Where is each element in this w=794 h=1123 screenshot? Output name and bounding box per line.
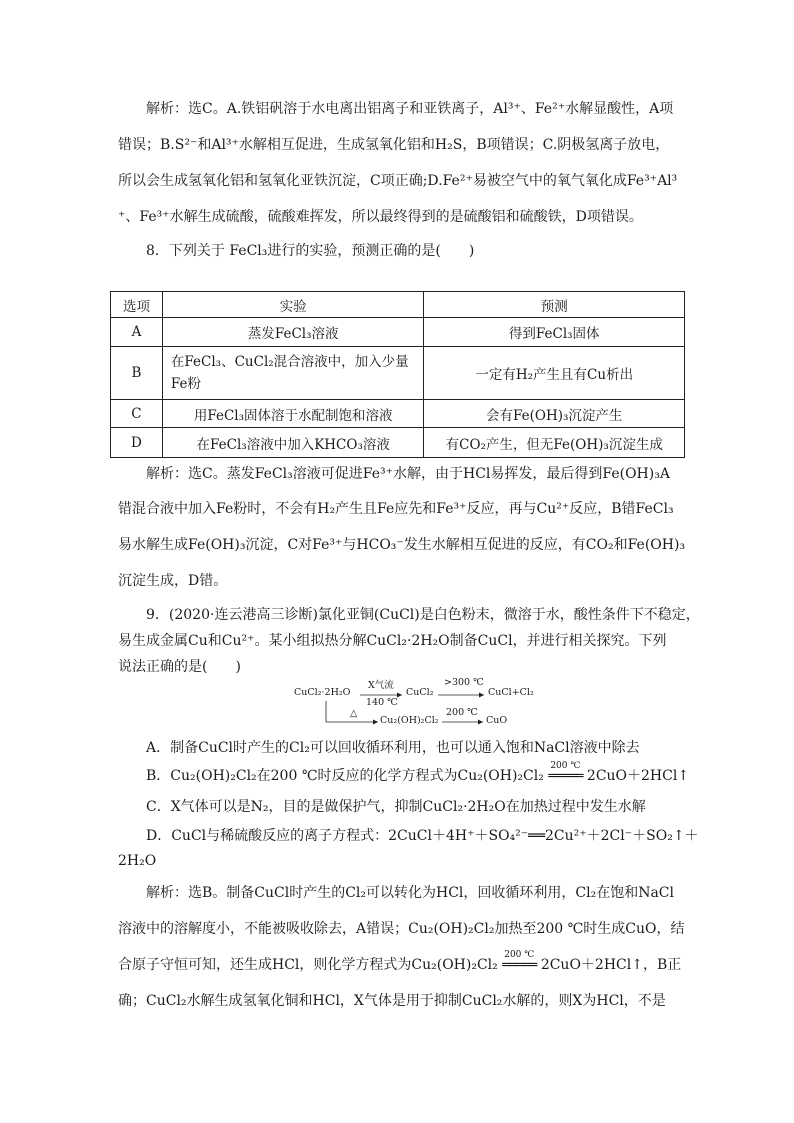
q9-analysis-line-2: 溶液中的溶解度小，不能被吸收除去，A错误；Cu₂(OH)₂Cl₂加热至200 ℃时生成CuO，结 xyxy=(118,921,685,937)
q9-option-b-prefix: B．Cu₂(OH)₂Cl₂在200 ℃时反应的化学方程式为Cu₂(OH)₂Cl₂ xyxy=(146,768,544,784)
scheme-arrow3-head xyxy=(478,720,483,725)
q7-analysis-line-4: ⁺、Fe³⁺水解生成硫酸，硫酸难挥发，所以最终得到的是硫酸铝和硫酸铁，D项错误。 xyxy=(118,209,643,225)
q8-analysis-line-4: 沉淀生成，D错。 xyxy=(118,573,228,589)
scheme-arrow2-top: >300 ℃ xyxy=(444,677,484,688)
scheme-mid: CuCl₂ xyxy=(406,687,434,698)
q7-analysis-line-3: 所以会生成氢氧化铝和氢氧化亚铁沉淀，C项正确;D.Fe²⁺易被空气中的氧气氧化成Fe³⁺Al³ xyxy=(118,173,678,189)
q9-analysis-condition-text: 200 ℃ xyxy=(504,950,535,960)
scheme-arrow3-top: 200 ℃ xyxy=(446,707,478,718)
q9-analysis-line-1: 解析：选B。制备CuCl时产生的Cl₂可以转化为HCl，回收循环利用，Cl₂在饱和NaCl xyxy=(146,885,674,901)
q9-option-b-suffix: 2CuO＋2HCl↑ xyxy=(586,768,690,784)
scheme-final: CuO xyxy=(486,715,508,726)
table-cell-prediction: 一定有H₂产生且有Cu析出 xyxy=(424,347,685,400)
scheme-branch-label: △ xyxy=(350,708,358,719)
q9-stem-line-3: 说法正确的是( ) xyxy=(118,659,241,675)
q9-stem-line-1: 9．(2020·连云港高三诊断)氯化亚铜(CuCl)是白色粉末，微溶于水，酸性条件下不稳定， xyxy=(146,607,700,623)
table-cell-prediction: 有CO₂产生，但无Fe(OH)₃沉淀生成 xyxy=(424,428,685,458)
q9-option-b-condition xyxy=(548,761,583,787)
table-cell-prediction: 得到FeCl₃固体 xyxy=(424,318,685,347)
q8-analysis-line-2: 错混合液中加入Fe粉时，不会有H₂产生且Fe应先和Fe³⁺反应，再与Cu²⁺反应，B错FeCl₃ xyxy=(118,501,674,517)
q9-analysis-line-3 xyxy=(118,950,682,976)
table-cell-experiment: 用FeCl₃固体溶于水配制饱和溶液 xyxy=(162,400,424,428)
table-row xyxy=(111,400,685,428)
table-cell-experiment: 蒸发FeCl₃溶液 xyxy=(162,318,424,347)
q9-analysis-condition xyxy=(502,950,537,976)
scheme-branch-arrow-head xyxy=(373,720,378,725)
scheme-branch-product: Cu₂(OH)₂Cl₂ xyxy=(380,715,439,726)
table-cell-option: B xyxy=(111,347,163,400)
q7-analysis-line-2: 错误；B.S²⁻和Al³⁺水解相互促进，生成氢氧化铝和H₂S，B项错误；C.阴极氢离子放电， xyxy=(118,137,670,153)
scheme-arrow1-head xyxy=(397,693,402,698)
q8-analysis-line-3: 易水解生成Fe(OH)₃沉淀，C对Fe³⁺与HCO₃⁻发生水解相互促进的反应，有CO₂和Fe(OH)₃ xyxy=(118,537,686,553)
scheme-arrows xyxy=(292,683,552,731)
q8-analysis-line-1: 解析：选C。蒸发FeCl₃溶液可促进Fe³⁺水解，由于HCl易挥发，最后得到Fe(OH)₃A xyxy=(146,466,670,482)
experiment-table xyxy=(110,291,685,458)
scheme-arrow2-head xyxy=(479,693,484,698)
q9-option-d-line-2: 2H₂O xyxy=(118,853,157,869)
table-header-row xyxy=(111,292,685,318)
q9-option-c: C．X气体可以是N₂，目的是做保护气，抑制CuCl₂·2H₂O在加热过程中发生水解 xyxy=(146,799,646,815)
q9-analysis-line-3-b: 2CuO＋2HCl↑，B正 xyxy=(540,957,682,973)
q9-option-b-condition-text: 200 ℃ xyxy=(550,761,581,771)
scheme-end: CuCl+Cl₂ xyxy=(488,687,534,698)
table-header-option: 选项 xyxy=(111,292,163,318)
table-cell-experiment: 在FeCl₃溶液中加入KHCO₃溶液 xyxy=(162,428,424,458)
table-row xyxy=(111,347,685,400)
scheme-start: CuCl₂·2H₂O xyxy=(294,687,351,698)
q9-option-d-line-1: D．CuCl与稀硫酸反应的离子方程式：2CuCl＋4H⁺＋SO₄²⁻══2Cu²⁺＋2Cl⁻＋SO₂↑＋ xyxy=(146,828,699,844)
q7-analysis-line-1: 解析：选C。A.铁铝矾溶于水电离出铝离子和亚铁离子，Al³⁺、Fe²⁺水解显酸性，A项 xyxy=(146,101,674,117)
reaction-equals-sign: ═════ xyxy=(548,769,583,784)
scheme-arrow1-top: X气流 xyxy=(368,680,394,691)
table-cell-option: D xyxy=(111,428,163,458)
table-header-prediction: 预测 xyxy=(424,292,685,318)
q9-stem-line-2: 易生成金属Cu和Cu²⁺。某小组拟热分解CuCl₂·2H₂O制备CuCl，并进行相关探究。下列 xyxy=(118,633,667,649)
q8-stem: 8．下列关于 FeCl₃进行的实验，预测正确的是( ) xyxy=(146,243,475,259)
table-cell-experiment: 在FeCl₃、CuCl₂混合溶液中，加入少量Fe粉 xyxy=(162,347,424,400)
table-row xyxy=(111,428,685,458)
q9-analysis-line-4: 确；CuCl₂水解生成氢氧化铜和HCl，X气体是用于抑制CuCl₂水解的，则X为HCl，不是 xyxy=(118,993,666,1009)
table-row xyxy=(111,318,685,347)
table-header-experiment: 实验 xyxy=(162,292,424,318)
table-cell-prediction: 会有Fe(OH)₃沉淀产生 xyxy=(424,400,685,428)
scheme-arrow1-bottom: 140 ℃ xyxy=(366,697,398,708)
reaction-equals-sign: ═════ xyxy=(502,958,537,973)
q9-analysis-line-3-a: 合原子守恒可知，还生成HCl，则化学方程式为Cu₂(OH)₂Cl₂ xyxy=(118,957,498,973)
table-cell-option: A xyxy=(111,318,163,347)
reaction-scheme xyxy=(292,677,552,731)
q9-option-a: A．制备CuCl时产生的Cl₂可以回收循环利用，也可以通入饱和NaCl溶液中除去 xyxy=(146,740,640,756)
table-cell-option: C xyxy=(111,400,163,428)
q9-option-b xyxy=(146,761,690,787)
